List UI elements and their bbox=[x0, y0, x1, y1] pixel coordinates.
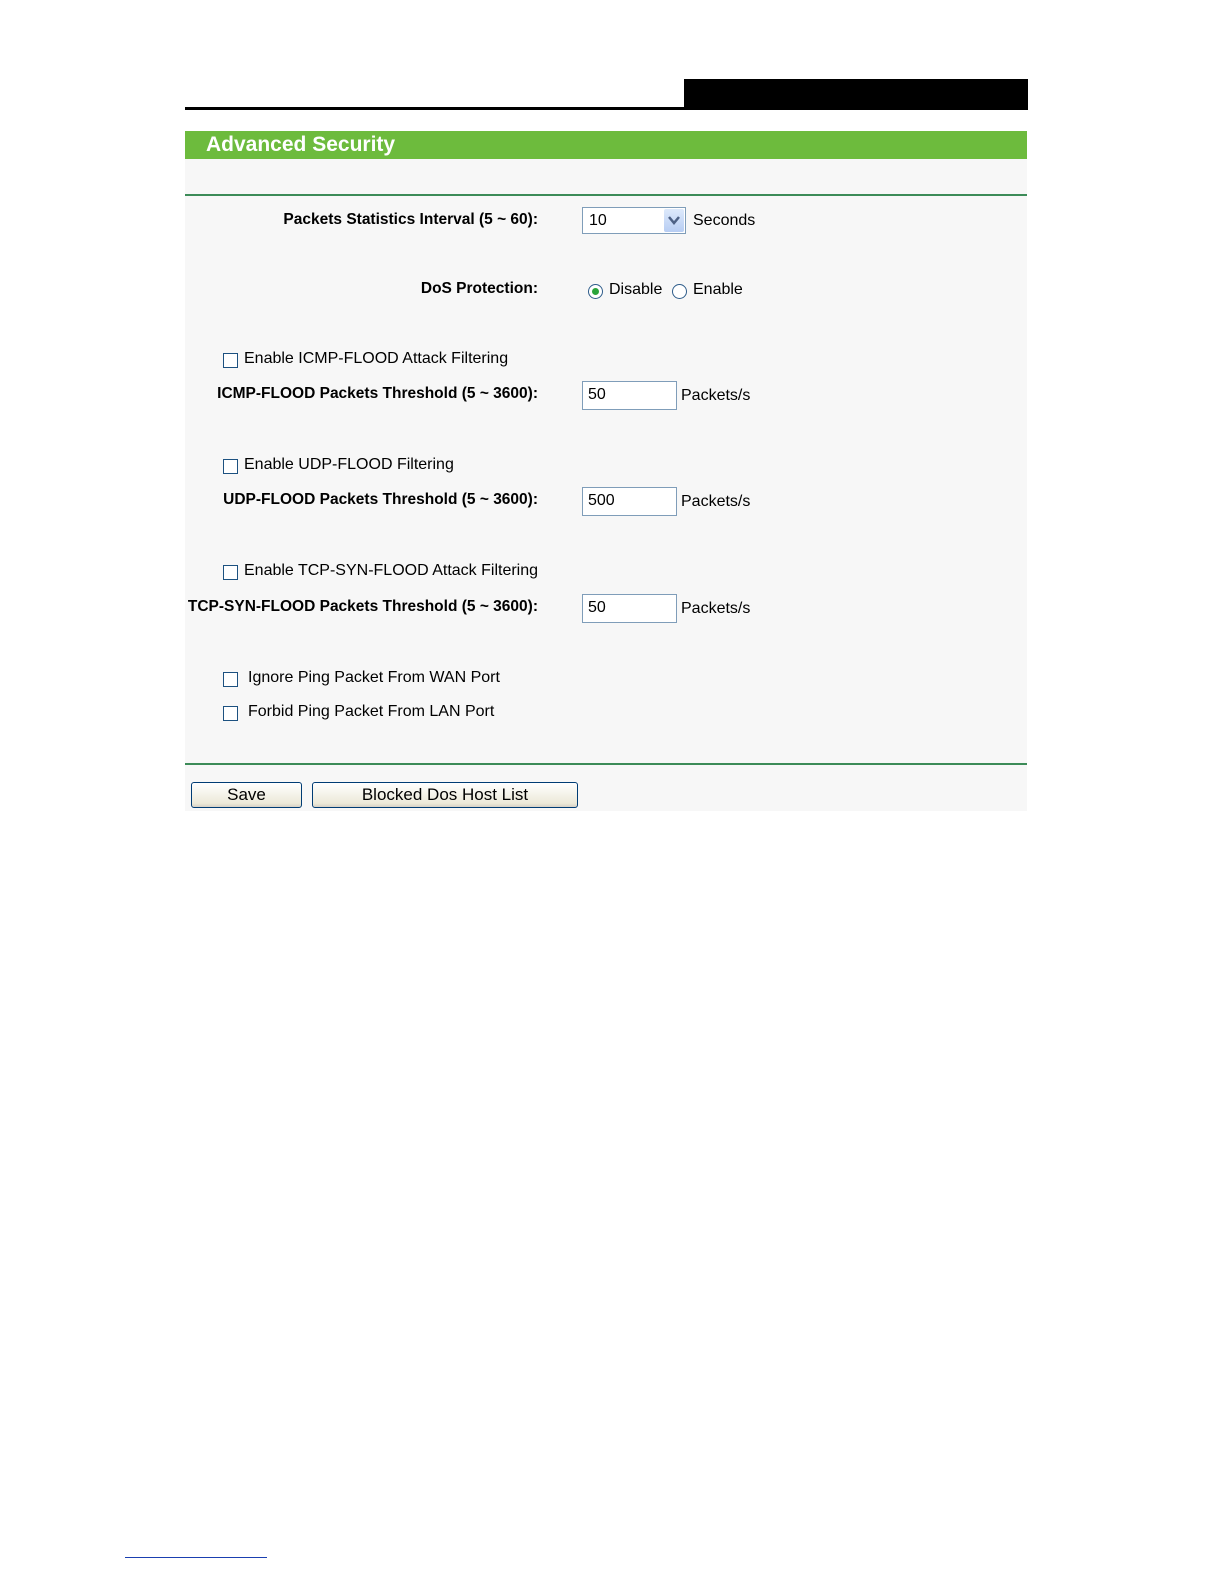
top-divider bbox=[185, 194, 1027, 196]
dos-disable-radio[interactable] bbox=[588, 284, 603, 299]
packet-interval-label: Packets Statistics Interval (5 ~ 60): bbox=[283, 211, 538, 228]
save-button[interactable]: Save bbox=[191, 782, 302, 808]
udp-threshold-unit: Packets/s bbox=[681, 493, 751, 510]
icmp-flood-checkbox[interactable] bbox=[223, 353, 238, 368]
udp-threshold-label: UDP-FLOOD Packets Threshold (5 ~ 3600): bbox=[223, 491, 538, 508]
icmp-threshold-unit: Packets/s bbox=[681, 387, 751, 404]
tcp-syn-threshold-unit: Packets/s bbox=[681, 600, 751, 617]
udp-flood-checkbox-label: Enable UDP-FLOOD Filtering bbox=[244, 456, 454, 473]
advanced-security-panel bbox=[185, 131, 1027, 811]
icmp-flood-checkbox-label: Enable ICMP-FLOOD Attack Filtering bbox=[244, 350, 509, 367]
forbid-ping-lan-label: Forbid Ping Packet From LAN Port bbox=[248, 703, 495, 720]
forbid-ping-lan-checkbox[interactable] bbox=[223, 706, 238, 721]
document-black-header-block bbox=[684, 79, 1028, 110]
icmp-threshold-label: ICMP-FLOOD Packets Threshold (5 ~ 3600): bbox=[217, 385, 538, 402]
ignore-ping-wan-label: Ignore Ping Packet From WAN Port bbox=[248, 669, 500, 686]
ignore-ping-wan-checkbox[interactable] bbox=[223, 672, 238, 687]
document-header-rule bbox=[185, 107, 1028, 110]
tcp-syn-threshold-label: TCP-SYN-FLOOD Packets Threshold (5 ~ 3600): bbox=[187, 598, 538, 615]
packet-interval-select[interactable] bbox=[582, 207, 686, 234]
tcp-syn-flood-checkbox[interactable] bbox=[223, 565, 238, 580]
udp-threshold-input[interactable]: 500 bbox=[582, 487, 677, 516]
tcp-syn-flood-checkbox-label: Enable TCP-SYN-FLOOD Attack Filtering bbox=[244, 562, 539, 579]
blocked-dos-host-list-button[interactable]: Blocked Dos Host List bbox=[312, 782, 578, 808]
packet-interval-value: 10 bbox=[589, 212, 607, 229]
dos-disable-label: Disable bbox=[609, 281, 663, 298]
packet-interval-unit: Seconds bbox=[693, 212, 756, 229]
dos-enable-label: Enable bbox=[693, 281, 743, 298]
chevron-down-icon[interactable] bbox=[664, 209, 684, 232]
icmp-threshold-input[interactable]: 50 bbox=[582, 381, 677, 410]
footer-link-underline bbox=[125, 1557, 267, 1558]
tcp-syn-threshold-input[interactable]: 50 bbox=[582, 594, 677, 623]
dos-protection-label: DoS Protection: bbox=[420, 280, 538, 297]
page-title: Advanced Security bbox=[206, 133, 396, 156]
bottom-divider bbox=[185, 763, 1027, 765]
title-bar bbox=[185, 131, 1027, 159]
udp-flood-checkbox[interactable] bbox=[223, 459, 238, 474]
dos-enable-radio[interactable] bbox=[672, 284, 687, 299]
